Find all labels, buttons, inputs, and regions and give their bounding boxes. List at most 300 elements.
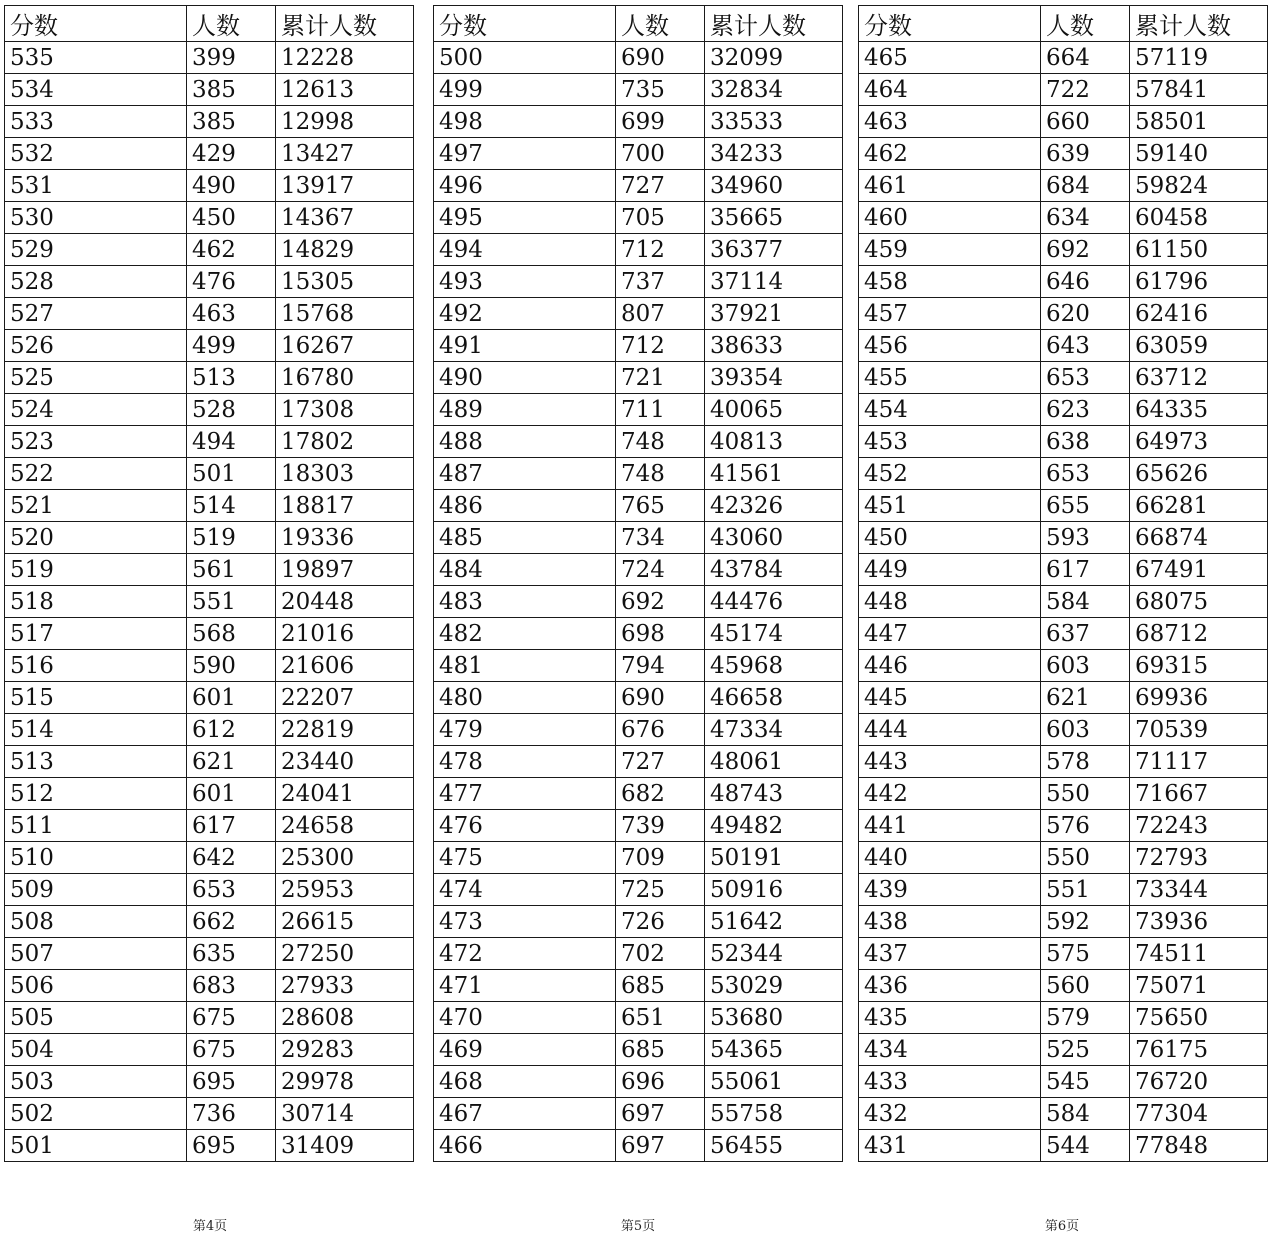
- cumulative-cell: 34233: [705, 138, 843, 170]
- count-cell: 675: [187, 1034, 276, 1066]
- count-cell: 579: [1041, 1002, 1130, 1034]
- score-cell: 446: [859, 650, 1041, 682]
- cumulative-cell: 40813: [705, 426, 843, 458]
- score-cell: 464: [859, 74, 1041, 106]
- table-row: [434, 618, 843, 650]
- score-cell: 445: [859, 682, 1041, 714]
- cumulative-cell: 36377: [705, 234, 843, 266]
- score-cell: 447: [859, 618, 1041, 650]
- score-cell: 526: [5, 330, 187, 362]
- count-cell: 737: [616, 266, 705, 298]
- table-row: [5, 42, 414, 74]
- score-cell: 472: [434, 938, 616, 970]
- score-cell: 522: [5, 458, 187, 490]
- count-cell: 528: [187, 394, 276, 426]
- cumulative-cell: 76175: [1130, 1034, 1268, 1066]
- count-cell: 726: [616, 906, 705, 938]
- score-cell: 463: [859, 106, 1041, 138]
- count-cell: 476: [187, 266, 276, 298]
- score-cell: 531: [5, 170, 187, 202]
- count-cell: 551: [187, 586, 276, 618]
- score-cell: 476: [434, 810, 616, 842]
- cumulative-cell: 24658: [276, 810, 414, 842]
- count-cell: 675: [187, 1002, 276, 1034]
- cumulative-cell: 77848: [1130, 1130, 1268, 1162]
- table-row: [859, 554, 1268, 586]
- cumulative-cell: 39354: [705, 362, 843, 394]
- table-row: [5, 170, 414, 202]
- table-row: [5, 362, 414, 394]
- score-header: 分数: [5, 6, 187, 42]
- score-cell: 484: [434, 554, 616, 586]
- count-cell: 544: [1041, 1130, 1130, 1162]
- score-table: [433, 5, 843, 1162]
- score-cell: 530: [5, 202, 187, 234]
- count-cell: 575: [1041, 938, 1130, 970]
- count-cell: 463: [187, 298, 276, 330]
- cumulative-cell: 44476: [705, 586, 843, 618]
- count-cell: 621: [1041, 682, 1130, 714]
- table-row: [5, 618, 414, 650]
- cumulative-cell: 27933: [276, 970, 414, 1002]
- count-cell: 651: [616, 1002, 705, 1034]
- count-header: 人数: [1041, 6, 1130, 42]
- table-row: [434, 522, 843, 554]
- score-cell: 441: [859, 810, 1041, 842]
- table-row: [5, 202, 414, 234]
- table-row: [434, 1034, 843, 1066]
- cumulative-cell: 64973: [1130, 426, 1268, 458]
- cumulative-cell: 63712: [1130, 362, 1268, 394]
- cumulative-cell: 33533: [705, 106, 843, 138]
- count-cell: 603: [1041, 650, 1130, 682]
- count-cell: 612: [187, 714, 276, 746]
- score-cell: 533: [5, 106, 187, 138]
- count-cell: 642: [187, 842, 276, 874]
- cumulative-cell: 25300: [276, 842, 414, 874]
- score-cell: 454: [859, 394, 1041, 426]
- table-row: [5, 842, 414, 874]
- table-row: [859, 842, 1268, 874]
- score-cell: 465: [859, 42, 1041, 74]
- count-cell: 550: [1041, 842, 1130, 874]
- cumulative-cell: 55758: [705, 1098, 843, 1130]
- table-row: [5, 554, 414, 586]
- score-cell: 477: [434, 778, 616, 810]
- count-cell: 635: [187, 938, 276, 970]
- score-cell: 520: [5, 522, 187, 554]
- count-cell: 653: [1041, 362, 1130, 394]
- table-row: [859, 426, 1268, 458]
- table-row: [434, 970, 843, 1002]
- count-cell: 653: [1041, 458, 1130, 490]
- table-row: [434, 810, 843, 842]
- score-cell: 456: [859, 330, 1041, 362]
- count-cell: 695: [187, 1130, 276, 1162]
- table-row: [434, 362, 843, 394]
- cumulative-cell: 41561: [705, 458, 843, 490]
- table-row: [859, 490, 1268, 522]
- table-row: [859, 138, 1268, 170]
- count-cell: 385: [187, 74, 276, 106]
- count-header: 人数: [616, 6, 705, 42]
- table-row: [434, 426, 843, 458]
- count-cell: 690: [616, 682, 705, 714]
- score-cell: 475: [434, 842, 616, 874]
- score-cell: 473: [434, 906, 616, 938]
- score-cell: 439: [859, 874, 1041, 906]
- score-cell: 535: [5, 42, 187, 74]
- table-row: [434, 650, 843, 682]
- score-cell: 517: [5, 618, 187, 650]
- table-row: [434, 490, 843, 522]
- count-cell: 634: [1041, 202, 1130, 234]
- table-row: [859, 106, 1268, 138]
- table-row: [5, 650, 414, 682]
- count-cell: 601: [187, 778, 276, 810]
- score-cell: 434: [859, 1034, 1041, 1066]
- cumulative-cell: 35665: [705, 202, 843, 234]
- count-cell: 748: [616, 458, 705, 490]
- cumulative-cell: 21606: [276, 650, 414, 682]
- cumulative-cell: 69936: [1130, 682, 1268, 714]
- table-row: [859, 42, 1268, 74]
- count-cell: 584: [1041, 1098, 1130, 1130]
- cumulative-header: 累计人数: [276, 6, 414, 42]
- cumulative-cell: 13427: [276, 138, 414, 170]
- score-table-page-4: [4, 5, 414, 1162]
- score-cell: 502: [5, 1098, 187, 1130]
- table-row: [859, 650, 1268, 682]
- count-cell: 697: [616, 1130, 705, 1162]
- cumulative-cell: 27250: [276, 938, 414, 970]
- table-row: [5, 778, 414, 810]
- cumulative-cell: 21016: [276, 618, 414, 650]
- table-row: [859, 394, 1268, 426]
- table-row: [5, 682, 414, 714]
- cumulative-cell: 16267: [276, 330, 414, 362]
- table-row: [434, 554, 843, 586]
- cumulative-cell: 37921: [705, 298, 843, 330]
- table-row: [5, 266, 414, 298]
- cumulative-cell: 22819: [276, 714, 414, 746]
- score-cell: 513: [5, 746, 187, 778]
- table-row: [859, 682, 1268, 714]
- cumulative-cell: 32834: [705, 74, 843, 106]
- score-cell: 437: [859, 938, 1041, 970]
- table-row: [859, 362, 1268, 394]
- cumulative-cell: 50191: [705, 842, 843, 874]
- cumulative-cell: 47334: [705, 714, 843, 746]
- cumulative-cell: 15768: [276, 298, 414, 330]
- count-cell: 698: [616, 618, 705, 650]
- score-cell: 469: [434, 1034, 616, 1066]
- count-cell: 700: [616, 138, 705, 170]
- score-cell: 507: [5, 938, 187, 970]
- table-row: [434, 266, 843, 298]
- cumulative-cell: 59140: [1130, 138, 1268, 170]
- count-cell: 643: [1041, 330, 1130, 362]
- table-row: [434, 586, 843, 618]
- count-cell: 684: [1041, 170, 1130, 202]
- count-cell: 660: [1041, 106, 1130, 138]
- cumulative-cell: 63059: [1130, 330, 1268, 362]
- cumulative-cell: 74511: [1130, 938, 1268, 970]
- count-cell: 584: [1041, 586, 1130, 618]
- cumulative-cell: 71667: [1130, 778, 1268, 810]
- table-header: [859, 6, 1268, 42]
- score-cell: 497: [434, 138, 616, 170]
- count-cell: 736: [187, 1098, 276, 1130]
- table-row: [5, 874, 414, 906]
- score-cell: 470: [434, 1002, 616, 1034]
- score-cell: 457: [859, 298, 1041, 330]
- cumulative-cell: 29978: [276, 1066, 414, 1098]
- cumulative-cell: 53680: [705, 1002, 843, 1034]
- count-cell: 490: [187, 170, 276, 202]
- score-cell: 448: [859, 586, 1041, 618]
- table-row: [859, 74, 1268, 106]
- count-cell: 685: [616, 1034, 705, 1066]
- score-cell: 455: [859, 362, 1041, 394]
- page-number-footer: 第4页: [192, 1219, 228, 1234]
- cumulative-cell: 68075: [1130, 586, 1268, 618]
- score-cell: 500: [434, 42, 616, 74]
- cumulative-cell: 23440: [276, 746, 414, 778]
- table-row: [859, 266, 1268, 298]
- table-row: [434, 106, 843, 138]
- score-cell: 489: [434, 394, 616, 426]
- count-cell: 617: [1041, 554, 1130, 586]
- cumulative-cell: 15305: [276, 266, 414, 298]
- cumulative-cell: 45968: [705, 650, 843, 682]
- cumulative-cell: 19897: [276, 554, 414, 586]
- score-cell: 494: [434, 234, 616, 266]
- count-cell: 739: [616, 810, 705, 842]
- cumulative-cell: 22207: [276, 682, 414, 714]
- cumulative-cell: 75071: [1130, 970, 1268, 1002]
- score-cell: 493: [434, 266, 616, 298]
- score-cell: 479: [434, 714, 616, 746]
- table-row: [5, 1130, 414, 1162]
- count-cell: 560: [1041, 970, 1130, 1002]
- score-cell: 432: [859, 1098, 1041, 1130]
- cumulative-header: 累计人数: [705, 6, 843, 42]
- score-cell: 510: [5, 842, 187, 874]
- cumulative-cell: 57119: [1130, 42, 1268, 74]
- cumulative-cell: 45174: [705, 618, 843, 650]
- count-cell: 725: [616, 874, 705, 906]
- score-cell: 471: [434, 970, 616, 1002]
- cumulative-cell: 66281: [1130, 490, 1268, 522]
- score-cell: 534: [5, 74, 187, 106]
- table-row: [859, 1098, 1268, 1130]
- cumulative-cell: 25953: [276, 874, 414, 906]
- table-row: [859, 330, 1268, 362]
- score-cell: 450: [859, 522, 1041, 554]
- count-cell: 722: [1041, 74, 1130, 106]
- score-cell: 481: [434, 650, 616, 682]
- count-cell: 692: [1041, 234, 1130, 266]
- cumulative-cell: 62416: [1130, 298, 1268, 330]
- score-cell: 518: [5, 586, 187, 618]
- cumulative-cell: 34960: [705, 170, 843, 202]
- count-cell: 576: [1041, 810, 1130, 842]
- table-row: [434, 74, 843, 106]
- score-cell: 525: [5, 362, 187, 394]
- cumulative-cell: 31409: [276, 1130, 414, 1162]
- table-row: [434, 138, 843, 170]
- page-number-footer: 第6页: [1044, 1219, 1080, 1234]
- cumulative-cell: 17308: [276, 394, 414, 426]
- cumulative-cell: 12998: [276, 106, 414, 138]
- table-row: [5, 490, 414, 522]
- score-cell: 527: [5, 298, 187, 330]
- table-row: [5, 330, 414, 362]
- table-row: [5, 1002, 414, 1034]
- count-cell: 690: [616, 42, 705, 74]
- count-cell: 653: [187, 874, 276, 906]
- cumulative-cell: 66874: [1130, 522, 1268, 554]
- cumulative-cell: 54365: [705, 1034, 843, 1066]
- score-cell: 490: [434, 362, 616, 394]
- table-row: [434, 714, 843, 746]
- table-row: [434, 874, 843, 906]
- table-row: [5, 1098, 414, 1130]
- count-cell: 765: [616, 490, 705, 522]
- count-cell: 525: [1041, 1034, 1130, 1066]
- cumulative-cell: 69315: [1130, 650, 1268, 682]
- table-row: [859, 1002, 1268, 1034]
- count-cell: 682: [616, 778, 705, 810]
- score-cell: 461: [859, 170, 1041, 202]
- count-cell: 646: [1041, 266, 1130, 298]
- count-cell: 692: [616, 586, 705, 618]
- table-row: [434, 1098, 843, 1130]
- table-row: [5, 714, 414, 746]
- score-cell: 514: [5, 714, 187, 746]
- score-cell: 495: [434, 202, 616, 234]
- count-cell: 429: [187, 138, 276, 170]
- table-row: [859, 586, 1268, 618]
- table-row: [434, 330, 843, 362]
- score-cell: 462: [859, 138, 1041, 170]
- cumulative-cell: 61150: [1130, 234, 1268, 266]
- cumulative-cell: 13917: [276, 170, 414, 202]
- score-cell: 451: [859, 490, 1041, 522]
- count-cell: 399: [187, 42, 276, 74]
- cumulative-cell: 71117: [1130, 746, 1268, 778]
- score-cell: 485: [434, 522, 616, 554]
- table-row: [5, 522, 414, 554]
- cumulative-cell: 60458: [1130, 202, 1268, 234]
- count-header: 人数: [187, 6, 276, 42]
- cumulative-cell: 51642: [705, 906, 843, 938]
- score-cell: 460: [859, 202, 1041, 234]
- count-cell: 655: [1041, 490, 1130, 522]
- cumulative-cell: 52344: [705, 938, 843, 970]
- cumulative-cell: 29283: [276, 1034, 414, 1066]
- table-header: [5, 6, 414, 42]
- cumulative-cell: 12613: [276, 74, 414, 106]
- table-row: [434, 394, 843, 426]
- count-cell: 638: [1041, 426, 1130, 458]
- cumulative-cell: 68712: [1130, 618, 1268, 650]
- table-row: [859, 1130, 1268, 1162]
- table-row: [859, 234, 1268, 266]
- table-row: [859, 1066, 1268, 1098]
- table-row: [434, 778, 843, 810]
- table-body: [5, 42, 414, 1162]
- cumulative-cell: 12228: [276, 42, 414, 74]
- count-cell: 695: [187, 1066, 276, 1098]
- count-cell: 711: [616, 394, 705, 426]
- count-cell: 735: [616, 74, 705, 106]
- table-row: [859, 714, 1268, 746]
- score-cell: 501: [5, 1130, 187, 1162]
- count-cell: 514: [187, 490, 276, 522]
- count-cell: 709: [616, 842, 705, 874]
- count-cell: 519: [187, 522, 276, 554]
- score-cell: 482: [434, 618, 616, 650]
- score-cell: 468: [434, 1066, 616, 1098]
- score-cell: 524: [5, 394, 187, 426]
- score-cell: 440: [859, 842, 1041, 874]
- cumulative-cell: 26615: [276, 906, 414, 938]
- cumulative-cell: 40065: [705, 394, 843, 426]
- count-cell: 727: [616, 746, 705, 778]
- score-cell: 532: [5, 138, 187, 170]
- cumulative-cell: 72793: [1130, 842, 1268, 874]
- score-cell: 523: [5, 426, 187, 458]
- count-cell: 807: [616, 298, 705, 330]
- score-cell: 480: [434, 682, 616, 714]
- table-row: [434, 42, 843, 74]
- header-row: [5, 6, 414, 42]
- count-cell: 721: [616, 362, 705, 394]
- score-cell: 435: [859, 1002, 1041, 1034]
- score-cell: 436: [859, 970, 1041, 1002]
- count-cell: 734: [616, 522, 705, 554]
- score-cell: 483: [434, 586, 616, 618]
- table-row: [859, 618, 1268, 650]
- table-row: [434, 1002, 843, 1034]
- score-cell: 442: [859, 778, 1041, 810]
- count-cell: 676: [616, 714, 705, 746]
- table-row: [5, 746, 414, 778]
- count-cell: 462: [187, 234, 276, 266]
- count-cell: 578: [1041, 746, 1130, 778]
- count-cell: 601: [187, 682, 276, 714]
- score-cell: 458: [859, 266, 1041, 298]
- cumulative-cell: 19336: [276, 522, 414, 554]
- count-cell: 617: [187, 810, 276, 842]
- table-row: [859, 746, 1268, 778]
- count-cell: 623: [1041, 394, 1130, 426]
- score-header: 分数: [859, 6, 1041, 42]
- table-row: [5, 138, 414, 170]
- count-cell: 639: [1041, 138, 1130, 170]
- table-row: [434, 234, 843, 266]
- table-row: [859, 778, 1268, 810]
- score-cell: 487: [434, 458, 616, 490]
- score-cell: 453: [859, 426, 1041, 458]
- score-cell: 467: [434, 1098, 616, 1130]
- table-row: [859, 938, 1268, 970]
- table-row: [5, 938, 414, 970]
- score-cell: 488: [434, 426, 616, 458]
- count-cell: 727: [616, 170, 705, 202]
